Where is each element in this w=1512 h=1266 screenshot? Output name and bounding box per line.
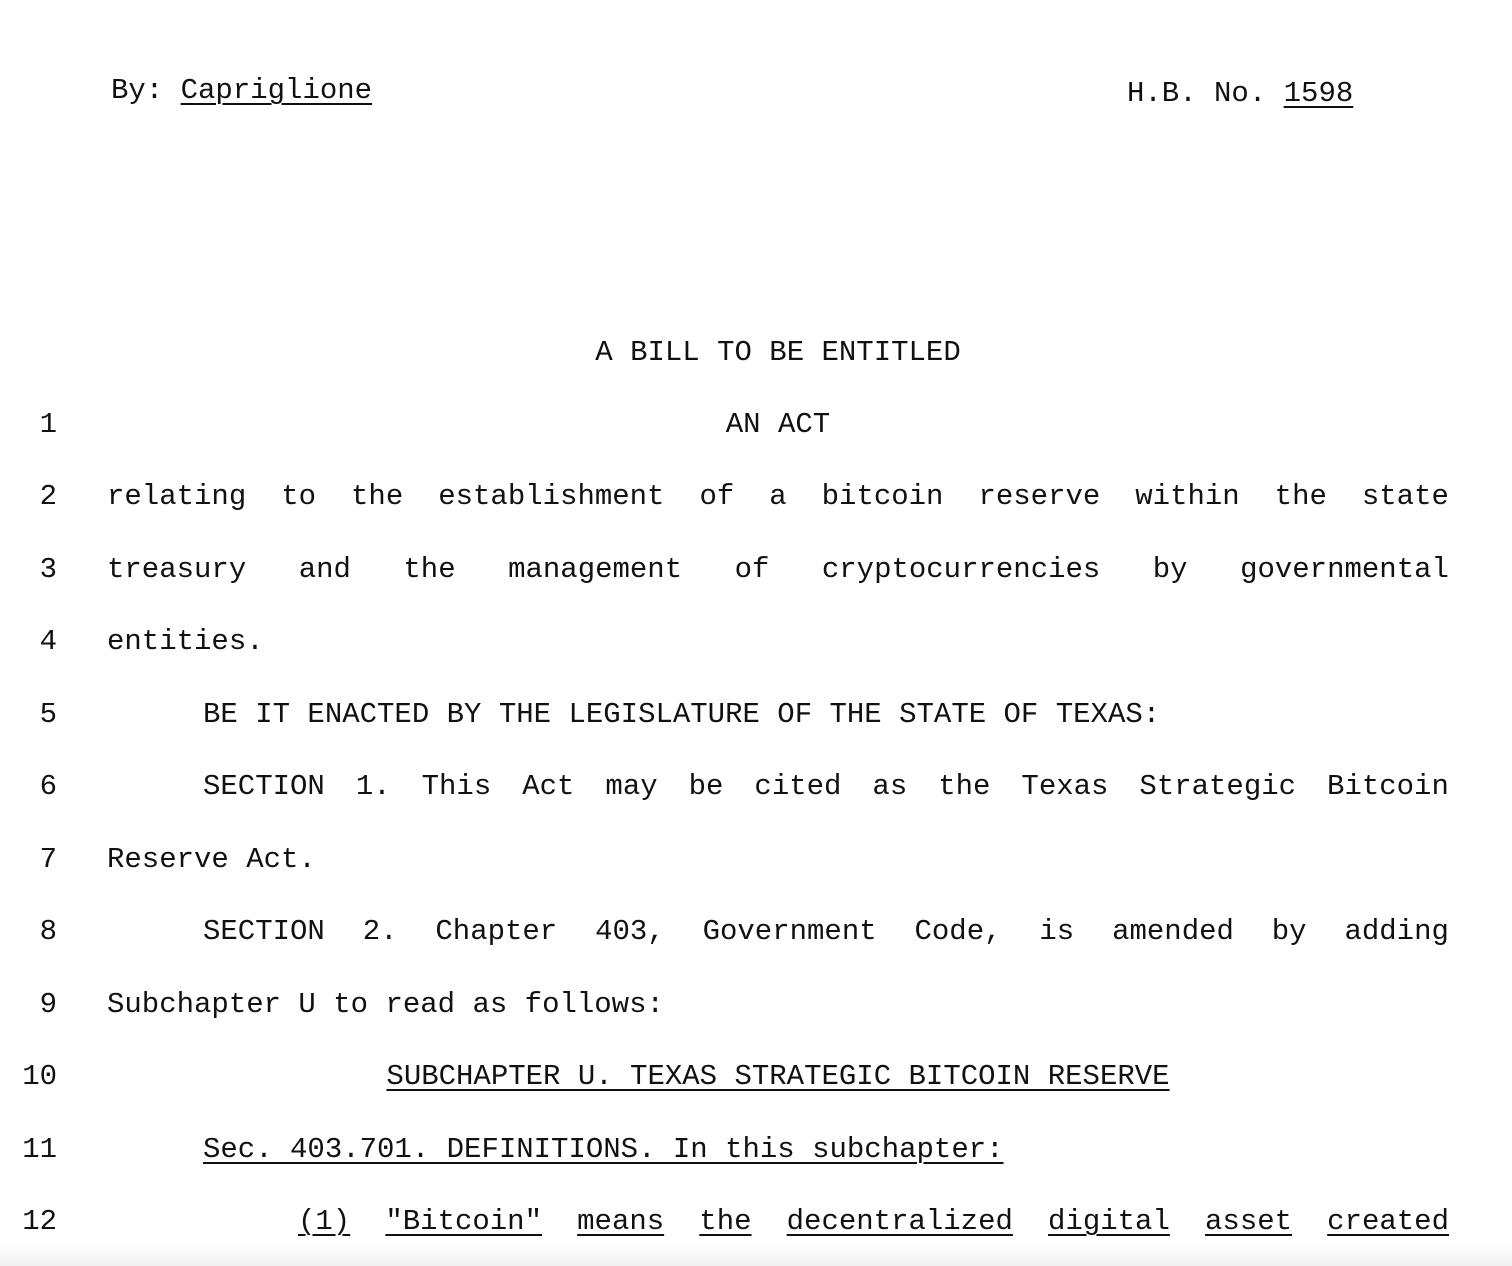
word: SECTION — [203, 915, 325, 948]
word: as — [872, 770, 908, 803]
word: relating — [107, 480, 247, 513]
bill-title: A BILL TO BE ENTITLED — [595, 336, 961, 369]
word: digital — [1048, 1205, 1170, 1238]
word: establishment — [438, 480, 665, 513]
word: cryptocurrencies — [821, 553, 1101, 586]
word: the — [699, 1205, 752, 1238]
word: 2. — [362, 915, 398, 948]
line-row — [0, 695, 1512, 735]
line-text: SUBCHAPTER U. TEXAS STRATEGIC BITCOIN RESERVE — [386, 1060, 1170, 1093]
word: Code, — [914, 915, 1002, 948]
line-text: entities. — [107, 625, 264, 658]
word: adding — [1344, 915, 1449, 948]
word: management — [508, 553, 683, 586]
line-number: 8 — [39, 915, 57, 948]
word: within — [1135, 480, 1240, 513]
line-text — [203, 912, 1449, 952]
line-row — [0, 985, 1512, 1025]
word: This — [421, 770, 492, 803]
word: cited — [754, 770, 842, 803]
line-text — [298, 1202, 1449, 1242]
word: governmental — [1240, 553, 1449, 586]
line-row — [0, 405, 1512, 445]
word: decentralized — [786, 1205, 1013, 1238]
word: by — [1152, 553, 1188, 586]
word: bitcoin — [821, 480, 944, 513]
word: SECTION — [203, 770, 325, 803]
line-text — [107, 477, 1449, 517]
bill-number: 1598 — [1283, 77, 1354, 110]
line-row — [0, 622, 1512, 662]
word: means — [577, 1205, 665, 1238]
word: reserve — [978, 480, 1101, 513]
line-number: 3 — [39, 553, 57, 586]
line-text — [107, 550, 1449, 590]
word: be — [688, 770, 724, 803]
line-text: Sec. 403.701. DEFINITIONS. In this subchapter: — [203, 1133, 1004, 1166]
line-number: 7 — [39, 843, 57, 876]
line-number: 4 — [39, 625, 57, 658]
word: state — [1361, 480, 1449, 513]
line-number: 1 — [39, 408, 57, 441]
word: of — [699, 480, 735, 513]
line-number: 2 — [39, 480, 57, 513]
line-row — [0, 767, 1512, 807]
line-number: 12 — [22, 1205, 57, 1238]
word: Texas — [1021, 770, 1109, 803]
line-row — [0, 1130, 1512, 1170]
word: "Bitcoin" — [385, 1205, 542, 1238]
word: 403, — [595, 915, 665, 948]
line-row — [0, 550, 1512, 590]
word: may — [605, 770, 658, 803]
author-line — [111, 74, 372, 108]
word: to — [281, 480, 317, 513]
line-text — [203, 767, 1449, 807]
line-number: 5 — [39, 698, 57, 731]
word: (1) — [298, 1205, 351, 1238]
author-name: Capriglione — [180, 74, 373, 107]
word: asset — [1205, 1205, 1293, 1238]
word: created — [1327, 1205, 1449, 1238]
word: Government — [702, 915, 877, 948]
line-text: BE IT ENACTED BY THE LEGISLATURE OF THE STATE OF TEXAS: — [203, 698, 1161, 731]
line-text: AN ACT — [725, 408, 831, 441]
word: Strategic — [1139, 770, 1297, 803]
subchapter-heading — [0, 1057, 1512, 1097]
word: treasury — [107, 553, 247, 586]
line-text: Subchapter U to read as follows: — [107, 988, 664, 1021]
word: of — [734, 553, 770, 586]
word: is — [1039, 915, 1075, 948]
page-bottom-edge — [0, 1244, 1512, 1266]
word: the — [403, 553, 456, 586]
bill-label: H.B. No. — [1127, 77, 1267, 110]
line-number: 9 — [39, 988, 57, 1021]
line-text: Reserve Act. — [107, 843, 316, 876]
line-number: 6 — [39, 770, 57, 803]
word: a — [769, 480, 787, 513]
word: Bitcoin — [1327, 770, 1449, 803]
word: the — [351, 480, 404, 513]
word: and — [298, 553, 351, 586]
line-row — [0, 1202, 1512, 1242]
line-row — [0, 477, 1512, 517]
by-label: By: — [111, 74, 164, 107]
line-number: 11 — [22, 1133, 57, 1166]
word: the — [938, 770, 991, 803]
line-row — [0, 1057, 1512, 1097]
word: Act — [522, 770, 575, 803]
bill-number-line — [1127, 77, 1353, 111]
line-row — [0, 840, 1512, 880]
word: 1. — [355, 770, 391, 803]
word: by — [1271, 915, 1307, 948]
word: amended — [1112, 915, 1234, 948]
word: Chapter — [435, 915, 558, 948]
section-heading — [203, 1130, 1449, 1170]
line-number: 10 — [22, 1060, 57, 1093]
line-row — [0, 912, 1512, 952]
word: the — [1274, 480, 1327, 513]
